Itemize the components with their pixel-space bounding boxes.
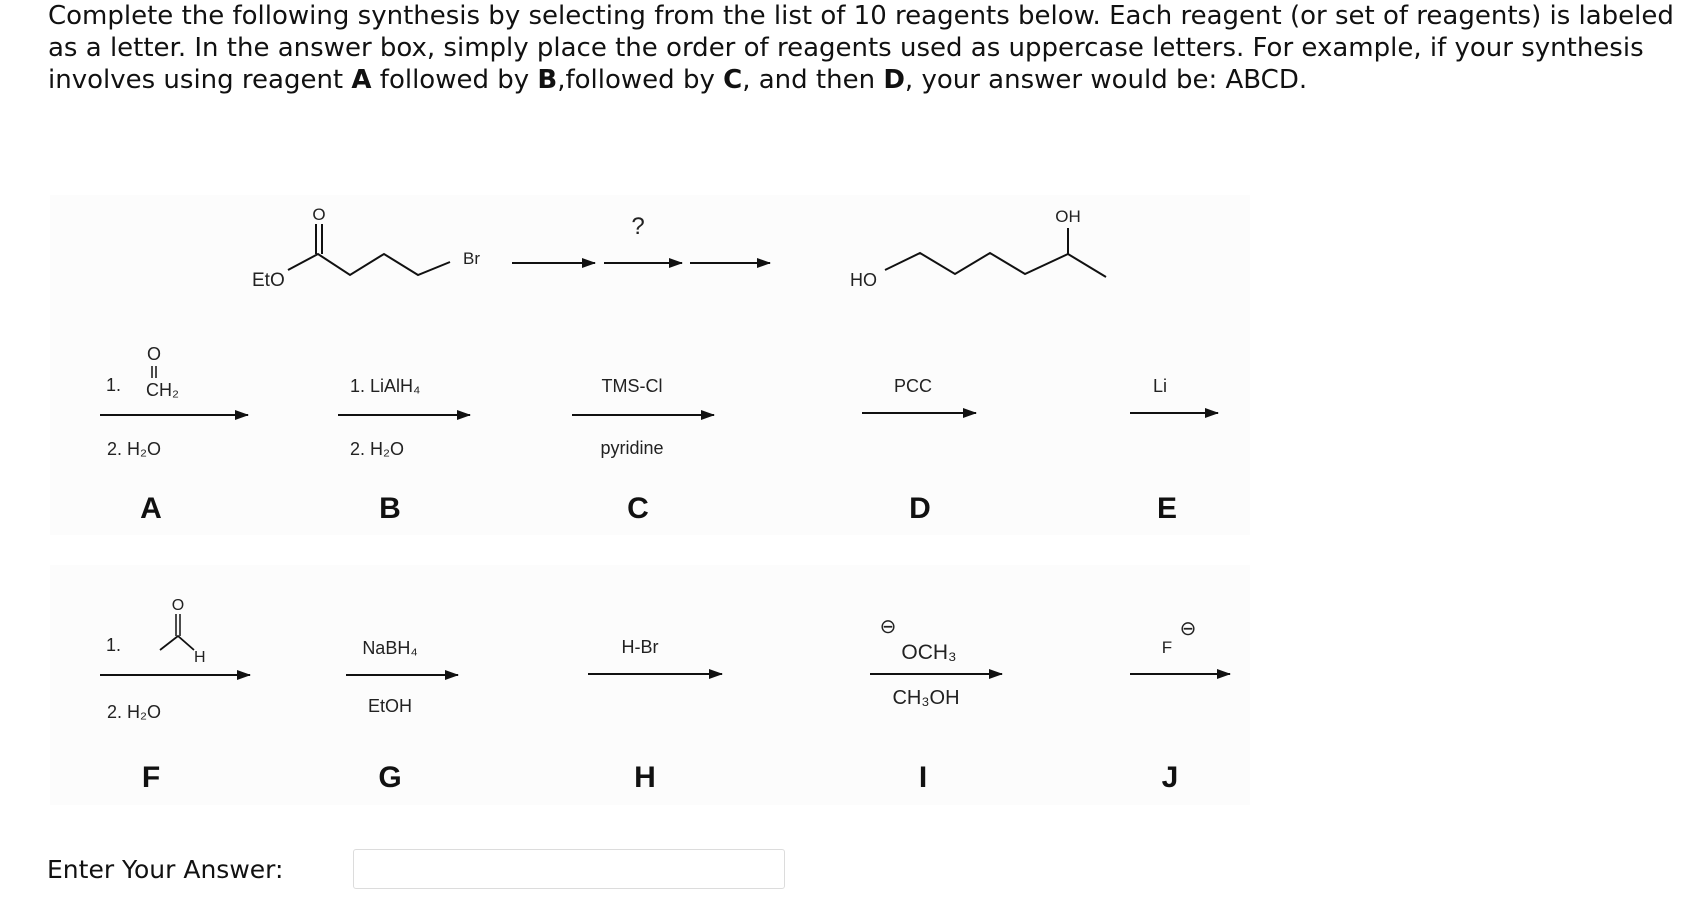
reagent-I-negative-charge: ⊖ [879, 616, 897, 638]
reagent-letter-F: F [141, 761, 161, 794]
hydroxyl-left-label: HO [850, 270, 877, 290]
question-mark: ? [631, 213, 645, 240]
reagent-F-step1-number: 1. [106, 635, 122, 655]
answer-label: Enter Your Answer: [47, 855, 284, 884]
reagent-C-below: pyridine [600, 438, 664, 458]
scheme-panel [50, 195, 1250, 535]
reagent-A-ch2: CH₂ [146, 380, 179, 400]
reagent-F-oxygen: O [171, 597, 185, 614]
reagent-B-step2: 2. H₂O [350, 439, 404, 459]
reagent-E-above: Li [1152, 376, 1168, 396]
ethoxy-label: EtO [252, 270, 285, 291]
carbonyl-oxygen-label: O [312, 205, 326, 224]
reagent-I-below: CH₃OH [892, 687, 960, 709]
reagent-D-above: PCC [893, 376, 933, 396]
reagent-letter-A: A [140, 492, 162, 525]
reagent-letter-I: I [918, 761, 928, 794]
reagent-G-above: NaBH₄ [362, 638, 418, 658]
reagent-F-hydrogen: H [194, 649, 206, 666]
reagent-J-negative-charge: ⊖ [1179, 618, 1197, 640]
reagent-G-below: EtOH [367, 696, 413, 716]
bromo-label: Br [463, 249, 480, 268]
reagent-letter-E: E [1156, 492, 1178, 525]
reagent-letter-G: G [378, 761, 402, 794]
reagent-letter-H: H [634, 761, 656, 794]
reagent-letter-J: J [1161, 761, 1179, 794]
reagent-F-step2: 2. H₂O [107, 702, 161, 722]
answer-input[interactable] [353, 849, 785, 889]
reagent-letter-D: D [909, 492, 931, 525]
reagent-letter-C: C [627, 492, 649, 525]
reagent-A-step1-number: 1. [106, 375, 122, 395]
reagent-C-above: TMS-Cl [601, 376, 663, 396]
reagent-H-above: H-Br [621, 637, 659, 657]
reagent-letter-B: B [379, 492, 401, 525]
instructions-text: Complete the following synthesis by selecting from the list of 10 reagents below. Each reagent (or set of reagents) is labeled as a letter. In the answer box, simply place the order of reagents used as uppercase letters. For example, if your synthesis involves using reagent A followed by B,followed by C, and then D, your answer would be: ABCD. [48, 1, 1674, 95]
reagent-B-step1: 1. LiAlH₄ [350, 376, 421, 396]
reagent-A-oxygen: O [146, 344, 162, 364]
reagent-J-fluorine: F [1161, 638, 1173, 657]
reagent-I-above: OCH₃ [901, 641, 957, 664]
reagent-A-step2: 2. H₂O [107, 439, 161, 459]
hydroxyl-top-label: OH [1055, 207, 1081, 226]
